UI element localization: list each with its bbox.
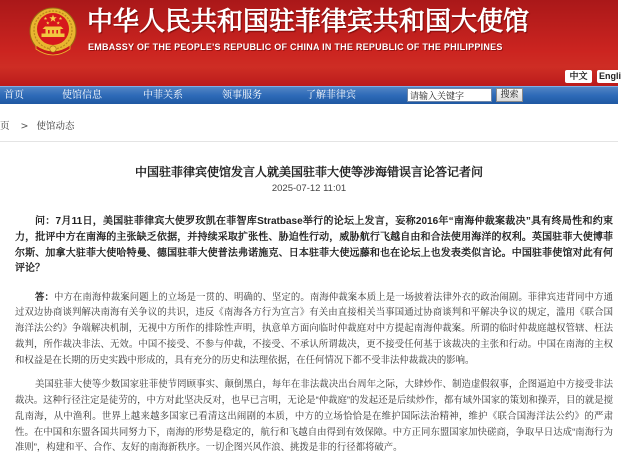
nav-item-china-philippines-relations[interactable]: 中菲关系 — [143, 90, 183, 101]
article-question-paragraph: 问：7月11日，美国驻菲律宾大使罗玫凯在菲智库Stratbase举行的论坛上发言，妄称2016年“南海仲裁案裁决”具有终局性和约束力，批评中方在南海的主张缺乏依据，并持续采取扩张性、胁迫性行动，威胁航行飞越自由和合法使用海洋的权利。英国驻菲大使博菲尔斯、加拿大驻菲大使哈特曼、德国驻菲大使普法弗诺施克、日本驻菲大使远藤和也在论坛上也发表类似言论。中国驻菲使馆对此有何评论？ — [15, 216, 613, 275]
breadcrumb — [0, 104, 618, 142]
emblem-gate-doors — [48, 30, 58, 34]
search-button[interactable]: 搜索 — [496, 88, 523, 102]
national-emblem-icon — [28, 7, 78, 59]
nav-item-embassy-info[interactable]: 使馆信息 — [62, 90, 102, 101]
emblem-gear — [50, 46, 56, 52]
search-input[interactable] — [407, 88, 492, 102]
article-answer-paragraph — [0, 289, 618, 368]
language-english-button[interactable]: Engli — [599, 71, 621, 81]
site-subtitle-english: EMBASSY OF THE PEOPLE'S REPUBLIC OF CHINA IN THE REPUBLIC OF THE PHILIPPINES — [88, 42, 503, 52]
article-closing-paragraph: 美国驻菲大使等少数国家驻菲使节罔顾事实、颠倒黑白，每年在非法裁决出台周年之际，大肆炒作、制造虚假叙事，企图逼迫中方接受非法裁决。这种行径注定是徒劳的，中方对此坚决反对，也早已言明，无论是“仲裁庭”的发起还是后续炒作，都有域外国家的策划和操弄，目的就是搅乱南海，从中渔利。世界上越来越多国家已看清这出闹剧的本质，中方的立场恰恰是在维护国际法治精神，维护《联合国海洋法公约》的严肃性。在中国和东盟各国共同努力下，南海的形势是稳定的，航行和飞越自由得到有效保障。中方正同东盟国家加快磋商，争取早日达成“南海行为准则”，构建和平、合作、友好的南海新秩序。一切企图兴风作浪、挑拨是非的行径都将破产。 — [15, 378, 613, 453]
article-title: 中国驻菲律宾使馆发言人就美国驻菲大使等涉海错误言论答记者问 — [134, 165, 483, 179]
breadcrumb-current-section-link[interactable]: 使馆动态 — [36, 121, 75, 132]
article — [0, 164, 618, 455]
nav-item-about-philippines[interactable]: 了解菲律宾 — [306, 90, 356, 101]
answer-text: 中方在南海仲裁案问题上的立场是一贯的、明确的、坚定的。南海仲裁案本质上是一场披着法律外衣的政治闹剧。菲律宾违背同中方通过双边协商谈判解决南海有关争议的共识，违反《南海各方行为宣言》有关由直接相关当事国通过协商谈判和平解决争议的规定，滥用《联合国海洋法公约》争端解决机制，无视中方所作的排除性声明，执意单方面向临时仲裁庭对中方提起南海仲裁案。所谓的临时仲裁庭越权管辖、枉法裁判，所作裁决非法、无效。中国不接受、不参与仲裁，不接受、不承认所谓裁决，更不接受任何基于该裁决的主张和行动。中国在南海的主权和权益是在长期的历史实践中形成的，具有充分的历史和法理依据，在任何情况下都不受非法仲裁裁决的影响。 — [15, 290, 613, 365]
article-date: 2025-07-12 11:01 — [271, 183, 347, 194]
breadcrumb-home-link[interactable]: 页 — [0, 121, 10, 132]
nav-item-home[interactable]: 首页 — [4, 90, 24, 101]
site-title: 中华人民共和国驻菲律宾共和国大使馆 — [87, 7, 530, 37]
answer-prefix: 答： — [35, 290, 54, 302]
main-nav — [0, 86, 618, 104]
nav-item-consular-services[interactable]: 领事服务 — [222, 90, 262, 101]
site-header — [0, 0, 621, 86]
language-chinese-button[interactable]: 中文 — [565, 70, 592, 83]
breadcrumb-separator: > — [20, 121, 29, 132]
